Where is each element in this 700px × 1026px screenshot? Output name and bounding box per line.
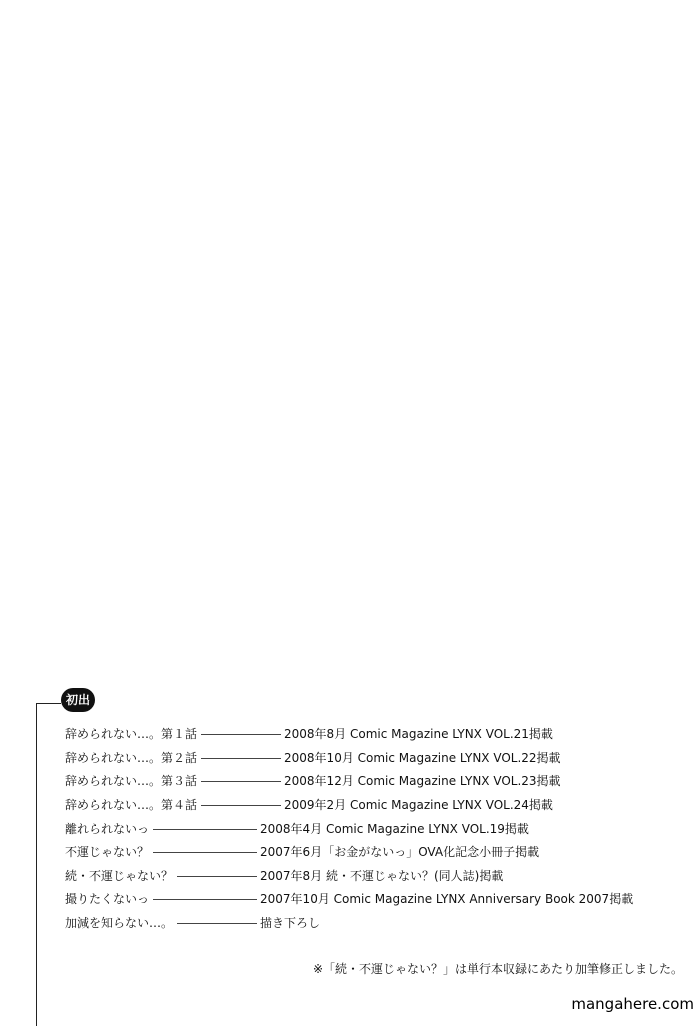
list-item [65,722,665,746]
item-title: 離れられないっ [65,821,150,836]
bracket-side-line [36,703,37,1026]
item-info: 2008年12月 Comic Magazine LYNX VOL.23掲載 [284,774,561,789]
item-info: 2008年4月 Comic Magazine LYNX VOL.19掲載 [260,821,529,836]
list-item [65,816,665,840]
list-item [65,911,665,935]
leader-line [177,923,257,924]
item-title: 辞められない…。第３話 [65,774,198,789]
list-item [65,769,665,793]
leader-line [153,829,257,830]
item-title: 加減を知らない…。 [65,916,174,931]
list-item [65,746,665,770]
item-info: 2007年10月 Comic Magazine LYNX Anniversary Book 2007掲載 [260,892,634,907]
first-appearance-badge: 初出 [61,688,95,712]
list-item [65,840,665,864]
leader-line [177,876,257,877]
item-info: 描き下ろし [260,916,321,931]
item-info: 2009年2月 Comic Magazine LYNX VOL.24掲載 [284,798,553,813]
leader-line [201,805,281,806]
leader-line [201,758,281,759]
item-title: 辞められない…。第２話 [65,750,198,765]
leader-line [201,734,281,735]
item-title: 不運じゃない？ [65,845,150,860]
list-item [65,793,665,817]
list-item [65,887,665,911]
revision-note: ※「続・不運じゃない？」は単行本収録にあたり加筆修正しました。 [313,962,684,976]
list-item [65,864,665,888]
item-info: 2008年8月 Comic Magazine LYNX VOL.21掲載 [284,727,553,742]
watermark: mangahere.com [571,995,694,1013]
item-title: 撮りたくないっ [65,892,150,907]
publication-list [65,722,665,934]
bracket-top-line [36,703,61,704]
item-info: 2008年10月 Comic Magazine LYNX VOL.22掲載 [284,750,561,765]
leader-line [153,852,257,853]
item-info: 2007年8月 続・不運じゃない？(同人誌)掲載 [260,868,504,883]
leader-line [201,781,281,782]
leader-line [153,899,257,900]
item-title: 辞められない…。第１話 [65,727,198,742]
item-title: 続・不運じゃない？ [65,868,174,883]
item-title: 辞められない…。第４話 [65,798,198,813]
item-info: 2007年6月「お金がないっ」OVA化記念小冊子掲載 [260,845,540,860]
